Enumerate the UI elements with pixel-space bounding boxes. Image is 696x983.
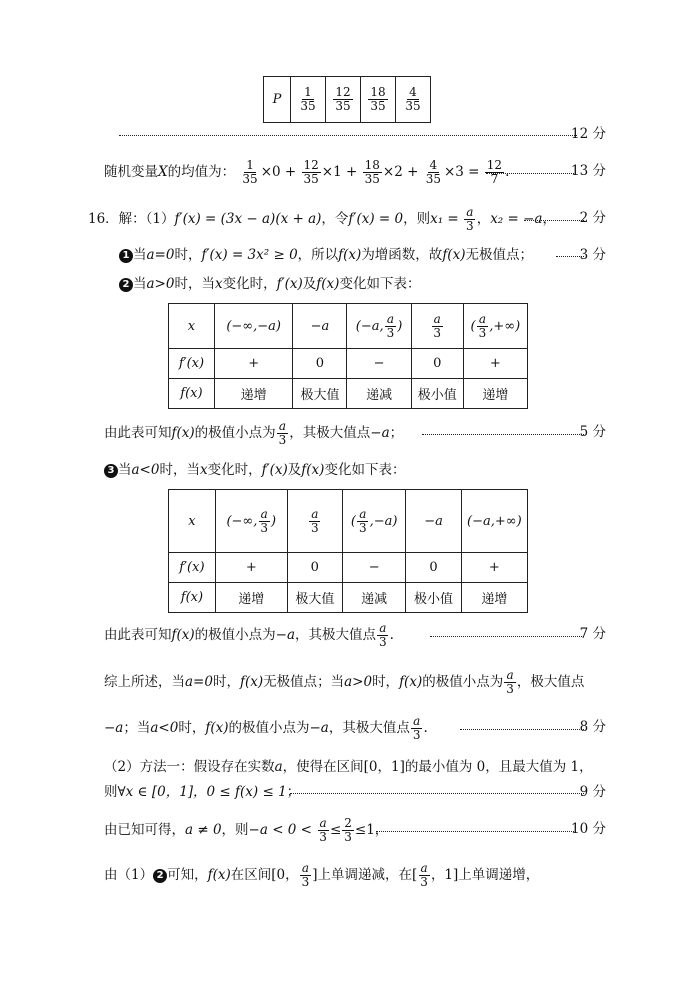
score-5: 5 分 bbox=[579, 424, 606, 440]
score-3: 3 分 bbox=[579, 247, 606, 263]
p-cell: $\frac{4}{35}$ bbox=[396, 77, 431, 123]
part2-line-4: 由（1） 2 可知，f(x)在区间[0， $\frac{a}{3}$ ]上单调递减，在[ $\frac{a}{3}$ ，1]上单调递增， bbox=[104, 861, 540, 889]
sign-table-a-positive: x (−∞,−a) −a (−a, $\frac{a}{3}$ ) $\frac{a}{3}$ ( $\frac{a}{3}$ ,+∞) f′(x) + 0 − 0 + f(x) 递增 极大值 递减 极小值 递增 bbox=[168, 303, 528, 409]
case2-line: 2 当a>0时，当x变化时，f′(x)及f(x)变化如下表： bbox=[0, 272, 696, 296]
part2-line-3: 由已知可得，a ≠ 0，则−a < 0 < $\frac{a}{3}$ ≤ $\frac{2}{3}$ ≤1， 10 分 bbox=[104, 816, 606, 844]
p-cell: $\frac{12}{35}$ bbox=[326, 77, 361, 123]
sign-table-a-negative: x (−∞, $\frac{a}{3}$ ) $\frac{a}{3}$ ( $\frac{a}{3}$ ,−a) −a (−a,+∞) f′(x) + 0 − 0 + f(x) 递增 极大值 递减 极小值 递增 bbox=[168, 489, 528, 613]
circled-1-icon: 1 bbox=[119, 249, 133, 263]
score-line bbox=[0, 122, 696, 146]
circled-2-icon: 2 bbox=[153, 869, 167, 883]
part2-line-1: （2）方法一：假设存在实数a，使得在区间[0，1]的最小值为 0，且最大值为 1， bbox=[104, 759, 593, 775]
probability-table bbox=[263, 76, 431, 123]
score-13: 13 分 bbox=[571, 163, 606, 179]
conclusion2-line: 由此表可知f(x)的极值小点为−a，其极大值点 $\frac{a}{3}$ . 7 分 bbox=[104, 621, 606, 649]
case3-line: 3 当a<0时，当x变化时，f′(x)及f(x)变化如下表： bbox=[0, 458, 696, 482]
score-9: 9 分 bbox=[579, 784, 606, 800]
score-2: 2 分 bbox=[579, 210, 606, 226]
score-12: 12 分 bbox=[571, 126, 606, 142]
case1-line: 1 当a=0时，f′(x) = 3x² ≥ 0，所以f(x)为增函数，故f(x)无极值点； 3 分 bbox=[0, 243, 696, 267]
mean-line: 随机变量X的均值为： $\frac{1}{35}$ ×0 + $\frac{12}{35}$ ×1 + $\frac{18}{35}$ ×2 + $\frac{4}{35}$ ×3 = $\frac{12}{7}$ . 13 分 bbox=[104, 158, 606, 186]
score-7: 7 分 bbox=[579, 626, 606, 642]
score-8: 8 分 bbox=[579, 719, 606, 735]
p-label-cell: P bbox=[264, 77, 291, 123]
part2-line-2: 则∀x ∈ [0，1]，0 ≤ f(x) ≤ 1； 9 分 bbox=[0, 780, 696, 804]
summary-line-1: 综上所述，当a=0时，f(x)无极值点；当a>0时，f(x)的极值小点为 $\frac{a}{3}$ ，极大值点 bbox=[104, 668, 585, 696]
p-cell: $\frac{18}{35}$ bbox=[361, 77, 396, 123]
conclusion1-line: 由此表可知f(x)的极值小点为 $\frac{a}{3}$ ，其极大值点−a； 5 分 bbox=[104, 419, 606, 447]
p-cell: $\frac{1}{35}$ bbox=[291, 77, 326, 123]
circled-3-icon: 3 bbox=[104, 464, 118, 478]
score-10: 10 分 bbox=[571, 821, 606, 837]
q16-line: 16．解：（1）f′(x) = (3x − a)(x + a)，令f′(x) = 0，则x₁ = $\frac{a}{3}$ ，x₂ = −a， 2 分 bbox=[88, 205, 606, 233]
circled-2-icon: 2 bbox=[119, 278, 133, 292]
summary-line-2: −a；当a<0时，f(x)的极值小点为−a，其极大值点 $\frac{a}{3}$ . 8 分 bbox=[104, 714, 606, 742]
